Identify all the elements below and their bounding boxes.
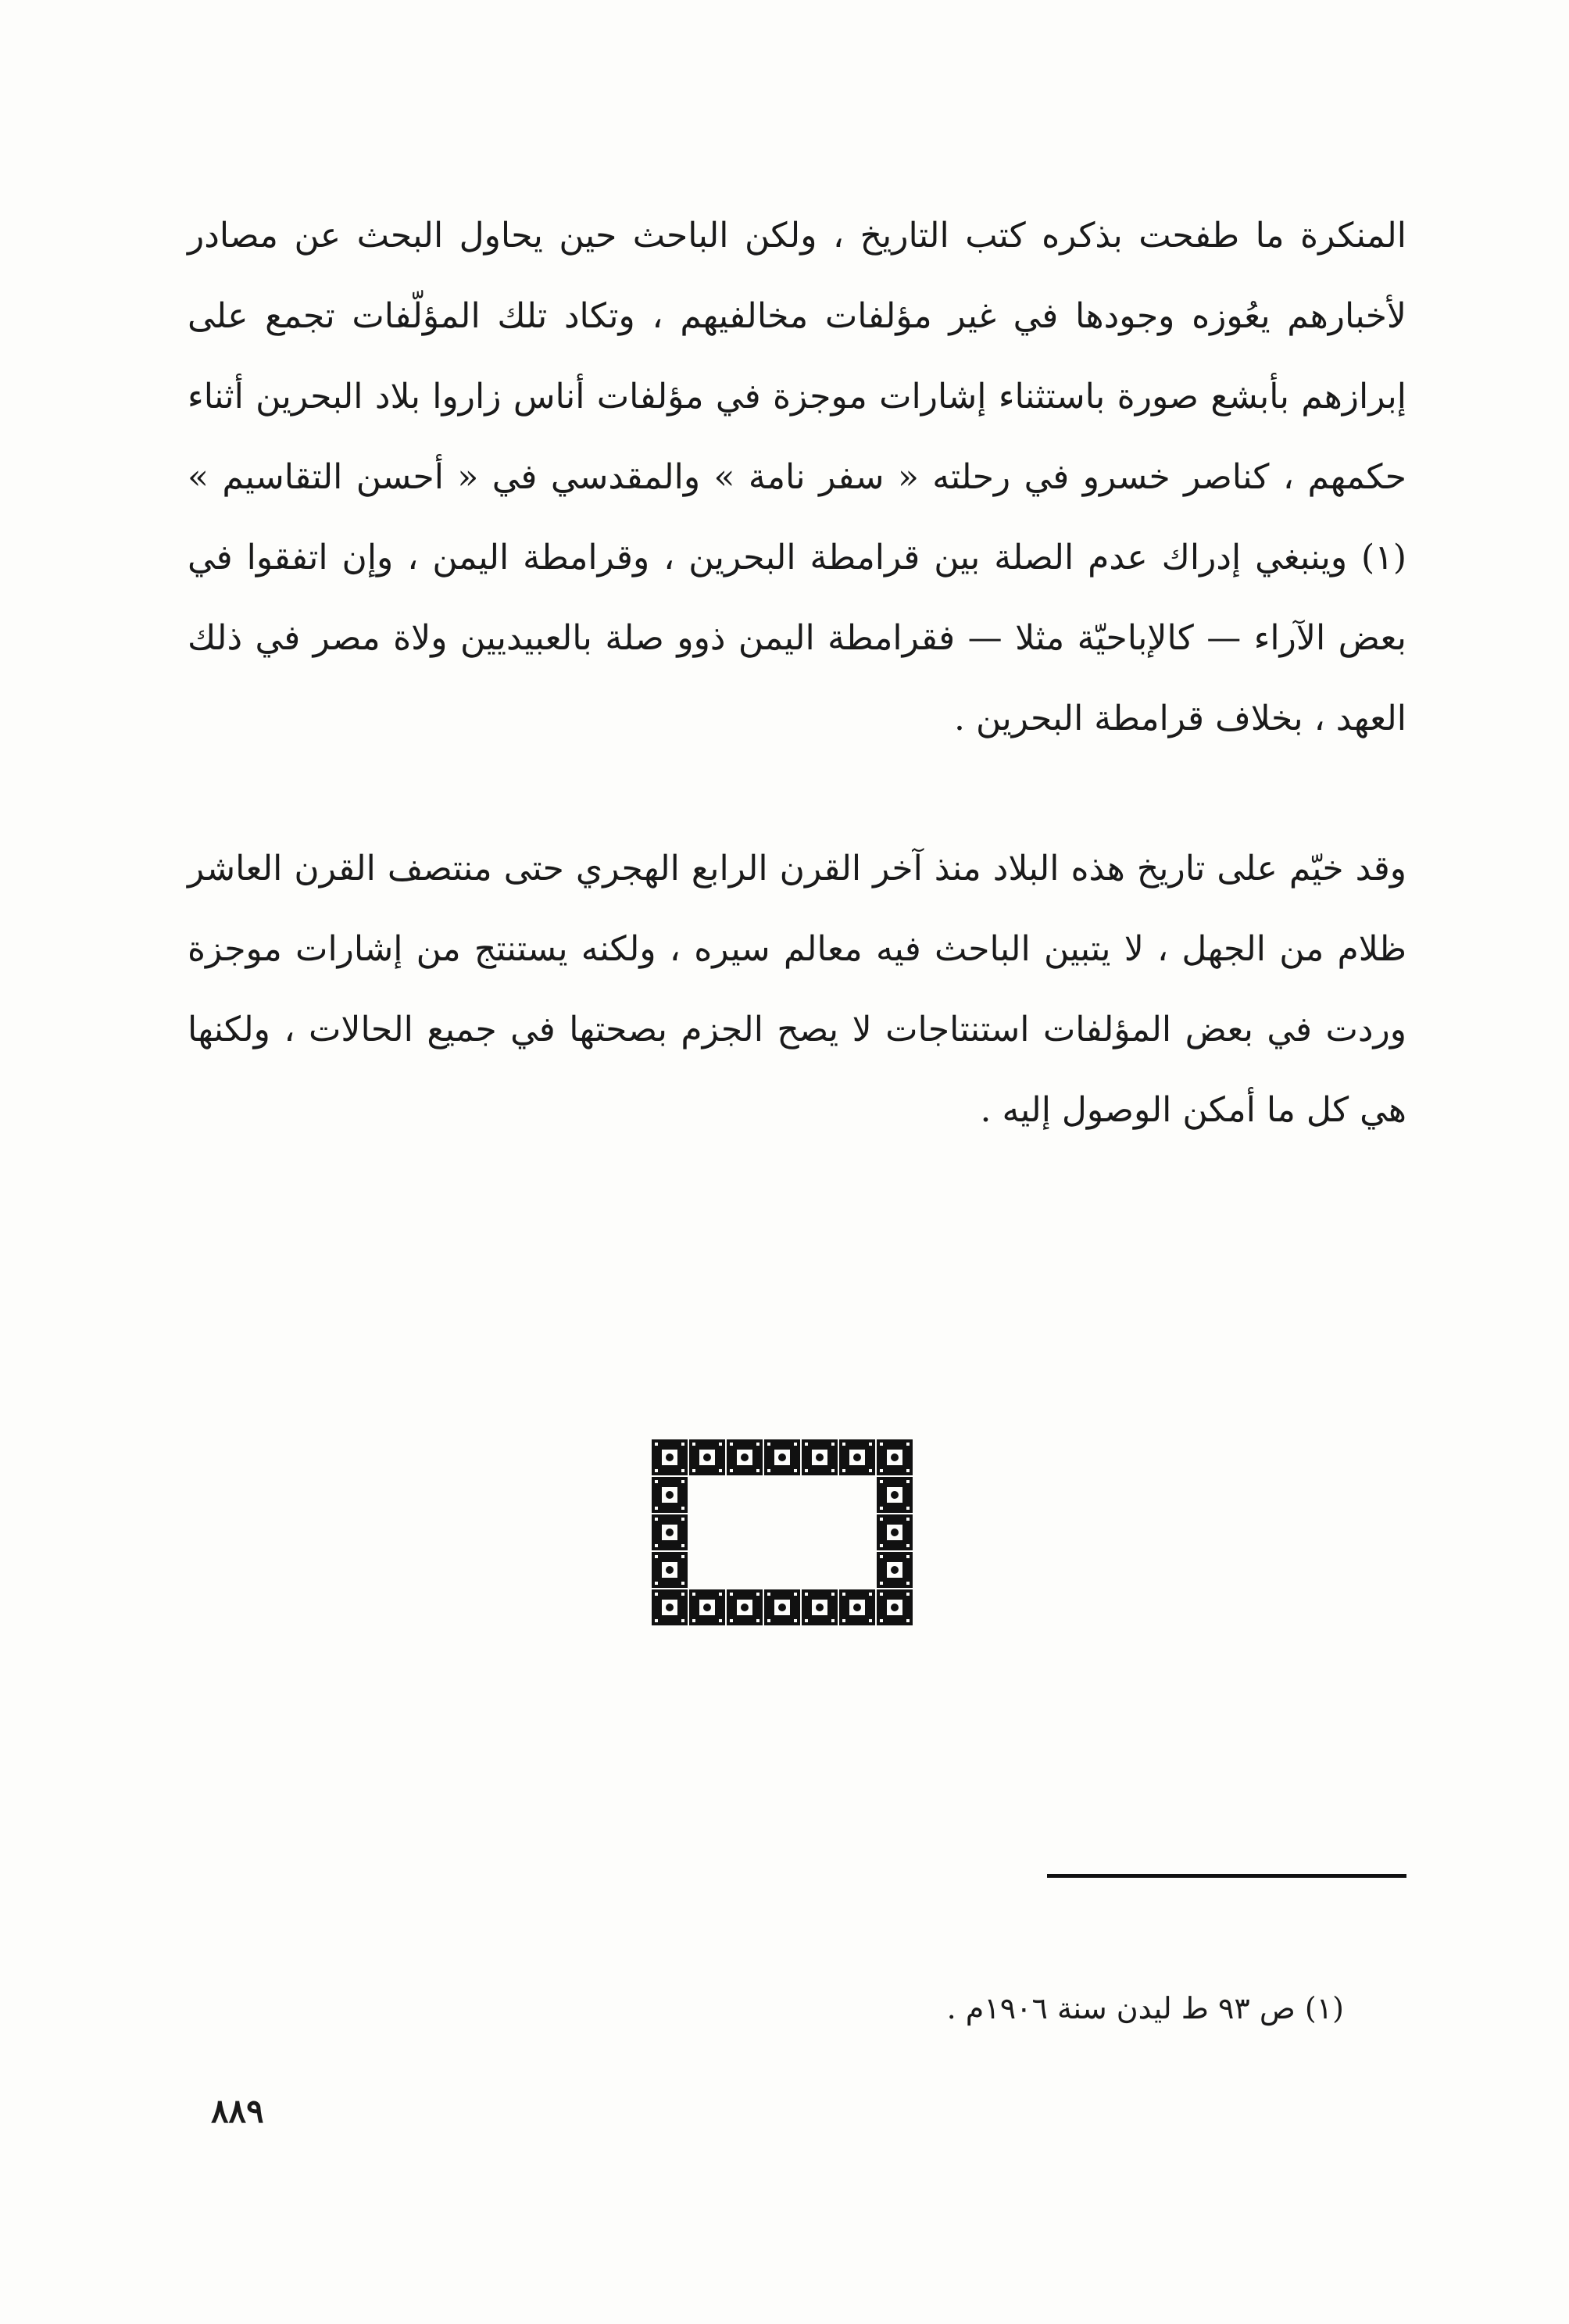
- ornament-tile: [652, 1477, 688, 1513]
- ornament-tile: [839, 1589, 875, 1625]
- paragraph-text: وقد خيّم على تاريخ هذه البلاد منذ آخر القرن الرابع الهجري حتى منتصف القرن العاشر ظلام من الجهل ، لا يتبين الباحث فيه معالم سيره ، ولكنه يستنتج من إشارات موجزة وردت في بعض المؤلفات استنتاجات لا يصح الجزم بصحتها في جميع الحالات ، ولكنها هي كل ما أمكن الوصول إليه .: [188, 849, 1406, 1130]
- body-paragraph: [188, 195, 1406, 759]
- ornament-tile: [652, 1514, 688, 1550]
- ornament-tile: [839, 1439, 875, 1475]
- ornament-tile: [877, 1514, 913, 1550]
- page-number: ٨٨٩: [211, 2092, 264, 2130]
- ornament-tile: [652, 1552, 688, 1588]
- decorative-ornament: [650, 1438, 916, 1625]
- ornament-tile: [764, 1589, 800, 1625]
- ornament-tile: [802, 1439, 838, 1475]
- ornament-tile: [652, 1589, 688, 1625]
- ornament-tile: [877, 1477, 913, 1513]
- body-paragraph: [188, 828, 1406, 1150]
- footnote-divider: [1047, 1874, 1406, 1878]
- ornament-tile: [877, 1439, 913, 1475]
- ornament-tile: [727, 1439, 763, 1475]
- ornament-tile: [877, 1552, 913, 1588]
- ornament-tile: [652, 1439, 688, 1475]
- ornament-tile: [764, 1439, 800, 1475]
- ornament-tile: [727, 1589, 763, 1625]
- footnote: (١) ص ٩٣ ط ليدن سنة ١٩٠٦م .: [946, 1991, 1344, 2025]
- paragraph-text: المنكرة ما طفحت بذكره كتب التاريخ ، ولكن الباحث حين يحاول البحث عن مصادر لأخبارهم يعُوزه وجودها في غير مؤلفات مخالفيهم ، وتكاد تلك المؤلّفات تجمع على إبرازهم بأبشع صورة باستثناء إشارات موجزة في مؤلفات أناس زاروا بلاد البحرين أثناء حكمهم ، كناصر خسرو في رحلته « سفر نامة » والمقدسي في « أحسن التقاسيم » (١) وينبغي إدراك عدم الصلة بين قرامطة البحرين ، وقرامطة اليمن ، وإن اتفقوا في بعض الآراء — كالإباحيّة مثلا — فقرامطة اليمن ذوو صلة بالعبيديين ولاة مصر في ذلك العهد ، بخلاف قرامطة البحرين .: [188, 216, 1407, 738]
- ornament-tile: [689, 1589, 725, 1625]
- ornament-tile: [689, 1439, 725, 1475]
- ornament-tile: [877, 1589, 913, 1625]
- ornament-tile: [802, 1589, 838, 1625]
